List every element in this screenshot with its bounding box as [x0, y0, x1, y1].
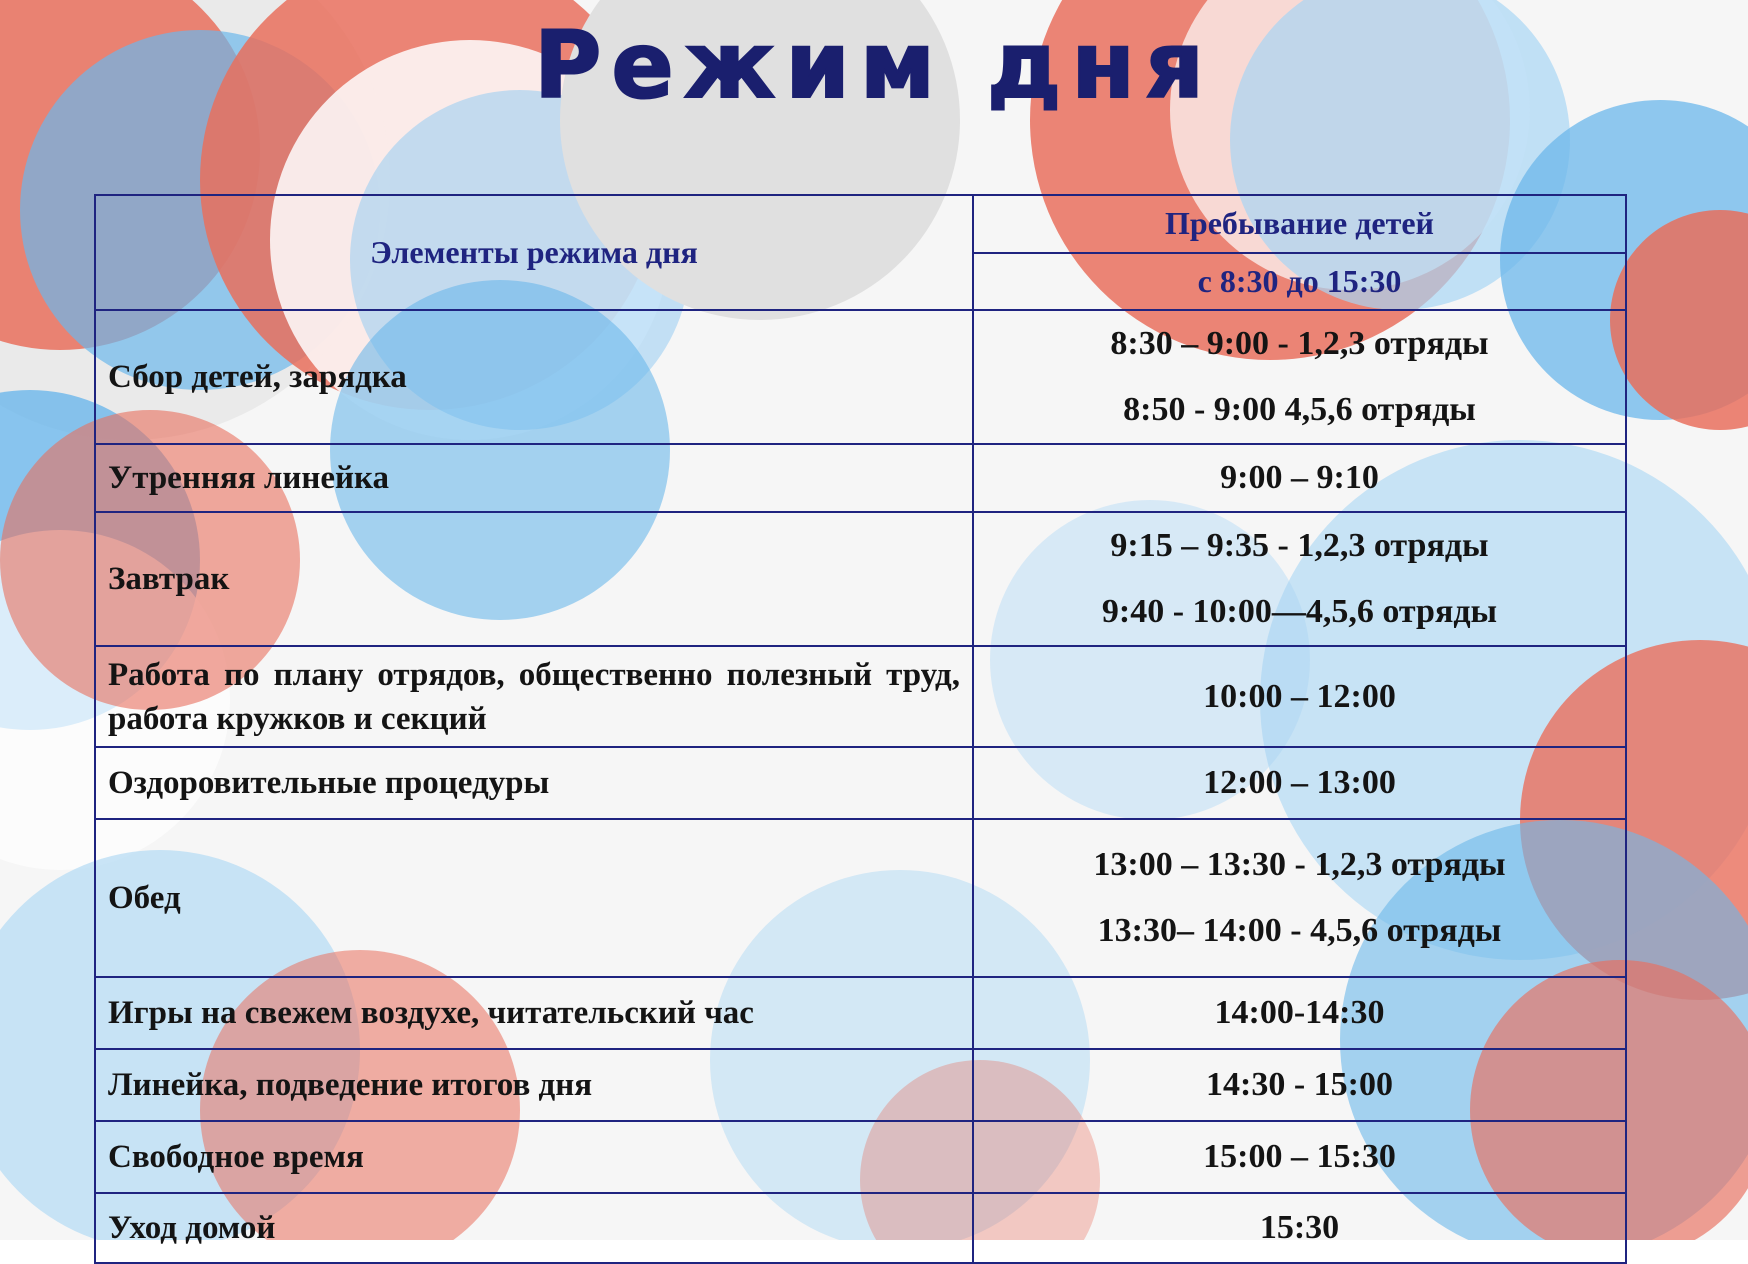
time-line: 8:50 - 9:00 4,5,6 отряды — [1123, 391, 1476, 428]
time-line: 12:00 – 13:00 — [1203, 764, 1396, 801]
row-times — [973, 310, 1626, 444]
time-line: 9:15 – 9:35 - 1,2,3 отряды — [1110, 527, 1489, 564]
row-element: Утренняя линейка — [95, 444, 973, 512]
row-times — [973, 512, 1626, 646]
table-row — [95, 747, 1626, 819]
row-times — [973, 819, 1626, 977]
row-times — [973, 1121, 1626, 1193]
time-line: 15:30 — [1259, 1209, 1340, 1246]
schedule-table — [94, 194, 1627, 1264]
table-row — [95, 1049, 1626, 1121]
header-stay: Пребывание детей — [973, 195, 1626, 253]
table-row — [95, 819, 1626, 977]
row-element: Работа по плану отрядов, общественно полезный труд, работа кружков и секций — [95, 646, 973, 747]
row-element: Завтрак — [95, 512, 973, 646]
table-row — [95, 310, 1626, 444]
row-times — [973, 977, 1626, 1049]
row-element: Обед — [95, 819, 973, 977]
table-row — [95, 512, 1626, 646]
row-element: Оздоровительные процедуры — [95, 747, 973, 819]
row-element: Линейка, подведение итогов дня — [95, 1049, 973, 1121]
time-line: 8:30 – 9:00 - 1,2,3 отряды — [1110, 325, 1489, 362]
time-line: 14:00-14:30 — [1214, 994, 1385, 1031]
page-title: Режим дня — [533, 12, 1214, 119]
time-line: 9:00 – 9:10 — [1220, 459, 1379, 496]
table-row — [95, 1193, 1626, 1263]
time-line: 14:30 - 15:00 — [1206, 1066, 1393, 1103]
row-element: Игры на свежем воздухе, читательский час — [95, 977, 973, 1049]
row-element: Уход домой — [95, 1193, 973, 1263]
table-row — [95, 646, 1626, 747]
time-line: 15:00 – 15:30 — [1203, 1138, 1396, 1175]
table-row — [95, 977, 1626, 1049]
time-line: 9:40 - 10:00—4,5,6 отряды — [1101, 593, 1498, 630]
row-times — [973, 1193, 1626, 1263]
row-times — [973, 444, 1626, 512]
time-line: 13:30– 14:00 - 4,5,6 отряды — [1097, 912, 1502, 949]
header-stay-hours: с 8:30 до 15:30 — [973, 253, 1626, 311]
row-element: Свободное время — [95, 1121, 973, 1193]
table-row — [95, 444, 1626, 512]
row-element: Сбор детей, зарядка — [95, 310, 973, 444]
header-elements: Элементы режима дня — [95, 195, 973, 310]
row-times — [973, 646, 1626, 747]
row-times — [973, 747, 1626, 819]
time-line: 13:00 – 13:30 - 1,2,3 отряды — [1093, 846, 1506, 883]
table-header-row — [95, 195, 1626, 253]
table-row — [95, 1121, 1626, 1193]
row-times — [973, 1049, 1626, 1121]
time-line: 10:00 – 12:00 — [1203, 677, 1396, 715]
